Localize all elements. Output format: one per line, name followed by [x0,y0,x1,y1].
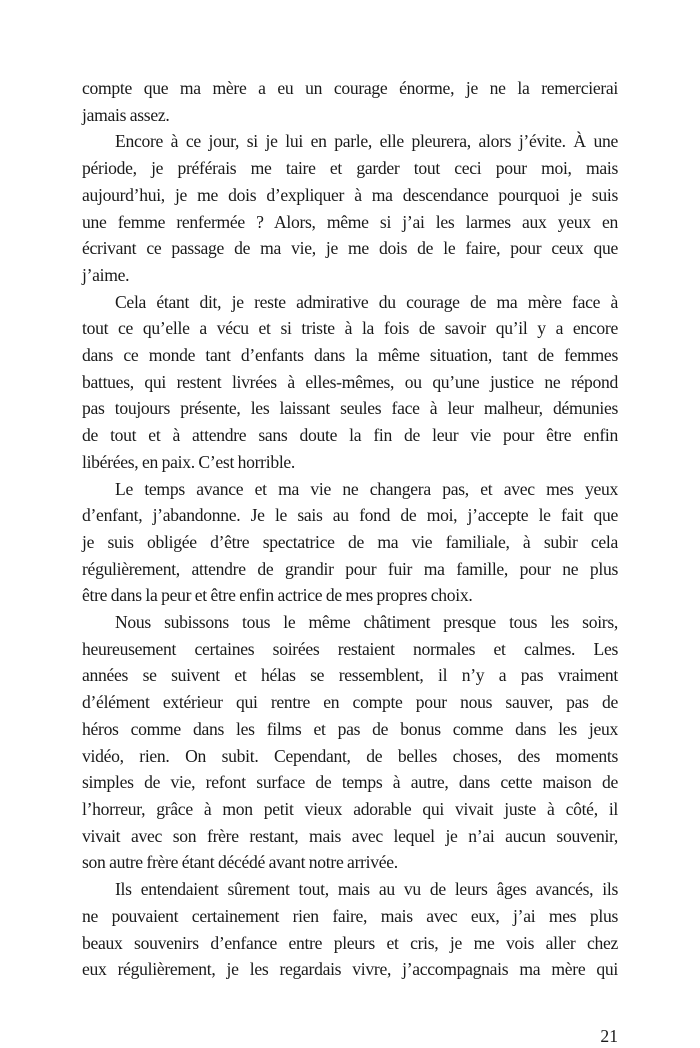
text-line: compte que ma mère a eu un courage énorme, je ne la remercierai [82,78,618,98]
text-line: Ils entendaient sûrement tout, mais au vu de leurs âges avancés, ils [115,879,618,900]
text-line: l’horreur, grâce à mon petit vieux adorable qui vivait juste à côté, il [82,798,618,819]
text-line: dans ce monde tant d’enfants dans la même situation, tant de femmes [82,345,618,366]
paragraph [82,75,618,128]
text-line: son autre frère étant décédé avant notre arrivée. [82,852,398,873]
text-line: Encore à ce jour, si je lui en parle, elle pleurera, alors j’évite. À une [115,131,618,152]
text-line: pas toujours présente, les laissant seules face à leur malheur, démunies [82,398,618,419]
text-line: j’aime. [82,264,130,285]
paragraph [82,609,618,876]
text-line: de tout et à attendre sans doute la fin de leur vie pour être enfin [82,425,618,446]
text-line: d’élément extérieur qui rentre en compte pour nous sauver, pas de [82,692,618,713]
paragraph [82,476,618,610]
text-line: écrivant ce passage de ma vie, je me dois de le faire, pour ceux que [82,238,618,259]
text-line: battues, qui restent livrées à elles-mêmes, ou qu’une justice ne répond [82,371,618,392]
text-line: une femme renfermée ? Alors, même si j’ai les larmes aux yeux en [82,211,618,232]
body-text [82,75,618,983]
text-line: je suis obligée d’être spectatrice de ma vie familiale, à subir cela [82,531,618,552]
text-line: régulièrement, attendre de grandir pour fuir ma famille, pour ne plus [82,558,618,579]
text-line: héros comme dans les films et pas de bonus comme dans les jeux [82,718,618,739]
text-line: vidéo, rien. On subit. Cependant, de belles choses, des moments [82,745,618,766]
text-line: Le temps avance et ma vie ne changera pas, et avec mes yeux [115,478,618,499]
paragraph [82,128,618,288]
paragraph [82,876,618,983]
text-line: tout ce qu’elle a vécu et si triste à la fois de savoir qu’il y a encore [82,318,618,339]
text-line: être dans la peur et être enfin actrice de mes propres choix. [82,585,473,606]
text-line: beaux souvenirs d’enfance entre pleurs et cris, je me vois aller chez [82,932,618,953]
text-line: jamais assez. [82,104,170,125]
text-line: heureusement certaines soirées restaient normales et calmes. Les [82,638,618,659]
text-line: Cela étant dit, je reste admirative du courage de ma mère face à [115,291,618,312]
text-line: années se suivent et hélas se ressemblent, il n’y a pas vraiment [82,665,618,686]
page-number: 21 [600,1025,618,1046]
text-line: d’enfant, j’abandonne. Je le sais au fond de moi, j’accepte le fait que [82,505,618,526]
text-line: simples de vie, refont surface de temps à autre, dans cette maison de [82,772,618,793]
text-line: période, je préférais me taire et garder tout ceci pour moi, mais [82,158,618,179]
text-line: Nous subissons tous le même châtiment presque tous les soirs, [115,612,618,633]
text-line: ne pouvaient certainement rien faire, mais avec eux, j’ai mes plus [82,905,618,926]
text-line: aujourd’hui, je me dois d’expliquer à ma descendance pourquoi je suis [82,184,618,205]
text-line: vivait avec son frère restant, mais avec lequel je n’ai aucun souvenir, [82,825,618,846]
text-line: libérées, en paix. C’est horrible. [82,451,296,472]
paragraph [82,289,618,476]
text-line: eux régulièrement, je les regardais vivre, j’accompagnais ma mère qui [82,959,618,980]
